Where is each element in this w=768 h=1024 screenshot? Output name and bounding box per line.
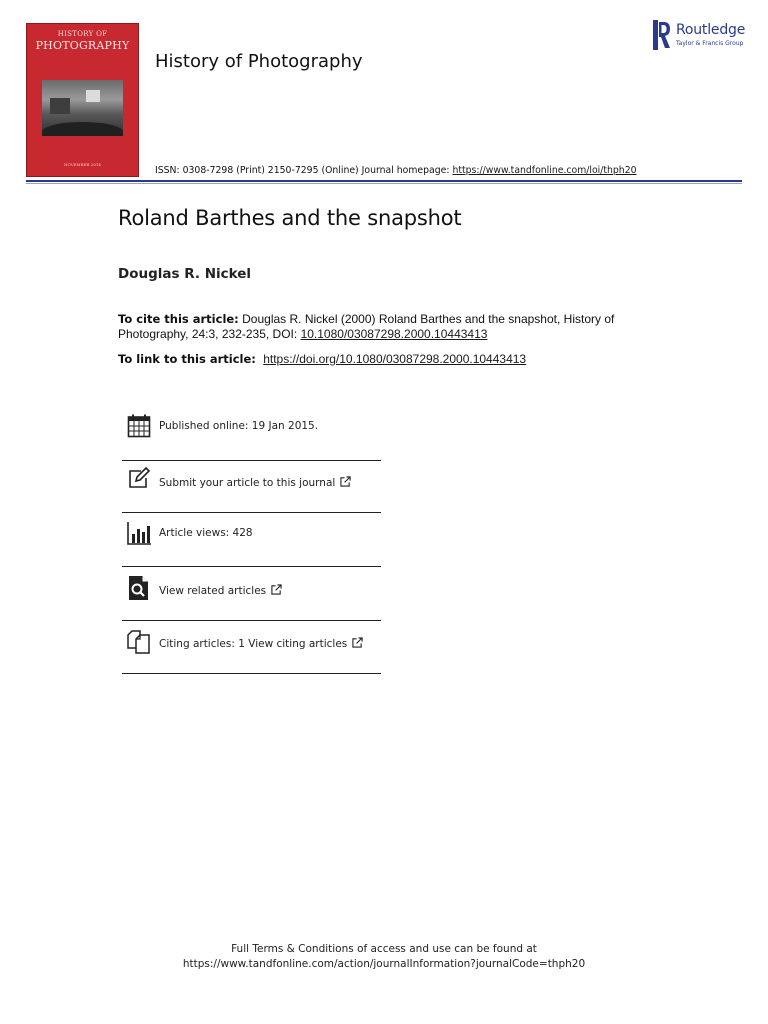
article-title: Roland Barthes and the snapshot — [118, 206, 462, 230]
header-divider-thin — [26, 183, 742, 184]
cover-date-text: NOVEMBER 2014 — [64, 162, 101, 167]
doi-link[interactable]: 10.1080/03087298.2000.10443413 — [300, 327, 488, 341]
article-views-text: Article views: 428 — [159, 527, 253, 539]
related-articles-item[interactable] — [122, 567, 381, 621]
journal-title: History of Photography — [155, 51, 363, 72]
cite-label: To cite this article: — [118, 312, 239, 326]
cover-title-text: PHOTOGRAPHY — [35, 39, 130, 52]
published-online-text: Published online: 19 Jan 2015. — [159, 420, 319, 432]
citing-articles-link[interactable] — [159, 637, 363, 650]
citing-articles-text: Citing articles: 1 View citing articles — [159, 638, 348, 650]
submit-article-link[interactable] — [159, 476, 351, 489]
external-link-icon — [271, 584, 282, 595]
article-author: Douglas R. Nickel — [118, 266, 252, 282]
article-metrics-list — [122, 404, 381, 674]
article-link-line — [118, 352, 678, 366]
routledge-logo — [653, 20, 748, 54]
doi-url-link[interactable]: https://doi.org/10.1080/03087298.2000.10443413 — [263, 352, 527, 366]
external-link-icon — [352, 637, 363, 648]
link-label: To link to this article: — [118, 352, 256, 366]
article-views-item — [122, 513, 381, 567]
journal-cover-image — [26, 23, 139, 177]
submit-article-text: Submit your article to this journal — [159, 477, 336, 489]
search-document-icon — [127, 576, 151, 600]
publisher-name: Routledge — [676, 22, 746, 38]
external-link-icon — [340, 476, 351, 487]
citing-articles-item[interactable] — [122, 621, 381, 674]
issn-line — [155, 165, 637, 176]
publisher-subtitle: Taylor & Francis Group — [676, 40, 744, 47]
routledge-r-icon — [653, 20, 671, 50]
calendar-icon — [127, 414, 151, 438]
issn-text: ISSN: 0308-7298 (Print) 2150-7295 (Online) Journal homepage: — [155, 165, 450, 176]
bar-chart-icon — [127, 521, 151, 545]
edit-icon — [127, 467, 151, 491]
citation-block — [118, 312, 618, 342]
citing-documents-icon — [127, 630, 151, 654]
cover-top-text: HISTORY OF — [57, 30, 108, 38]
journal-homepage-link[interactable]: https://www.tandfonline.com/loi/thph20 — [452, 165, 637, 176]
published-online-item — [122, 404, 381, 461]
related-articles-link[interactable] — [159, 584, 282, 597]
footer-terms-link[interactable]: https://www.tandfonline.com/action/journalInformation?journalCode=thph20 — [182, 958, 586, 970]
cover-photo — [42, 80, 123, 136]
footer-line-1: Full Terms & Conditions of access and use can be found at — [231, 943, 537, 955]
cite-text: Douglas R. Nickel (2000) Roland Barthes and the snapshot, History of Photography, 24:3, 232-235, DOI: — [118, 312, 615, 341]
terms-footer — [0, 942, 768, 972]
submit-article-item[interactable] — [122, 461, 381, 513]
related-articles-text: View related articles — [159, 585, 267, 597]
header-divider — [26, 180, 742, 182]
